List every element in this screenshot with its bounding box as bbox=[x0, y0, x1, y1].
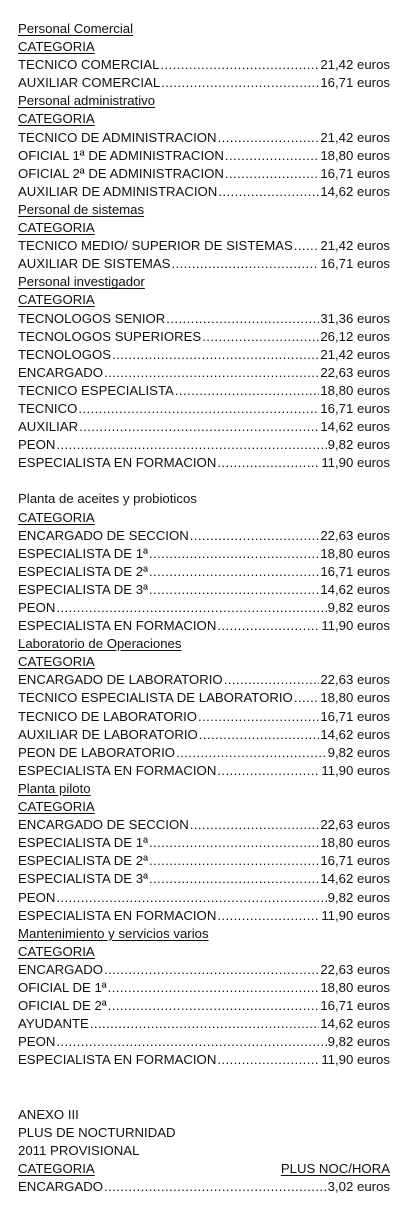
salary-row bbox=[18, 708, 390, 726]
section bbox=[18, 925, 390, 1070]
dot-leader bbox=[224, 671, 320, 689]
section-title: Laboratorio de Operaciones bbox=[18, 636, 182, 652]
dot-leader bbox=[56, 1033, 326, 1051]
salary-row bbox=[18, 364, 390, 382]
section bbox=[18, 201, 390, 273]
annex-subtitle: 2011 PROVISIONAL bbox=[18, 1142, 140, 1158]
salary-row bbox=[18, 961, 390, 979]
category-name: ESPECIALISTA EN FORMACION bbox=[18, 907, 217, 923]
salary-row bbox=[18, 545, 390, 563]
salary-row bbox=[18, 726, 390, 744]
salary-row bbox=[18, 997, 390, 1015]
category-name: ESPECIALISTA EN FORMACION bbox=[18, 762, 217, 778]
category-name: ESPECIALISTA DE 1ª bbox=[18, 545, 148, 561]
category-header: CATEGORIA bbox=[18, 111, 95, 127]
category-name: TECNICO ESPECIALISTA bbox=[18, 382, 174, 398]
salary-row bbox=[18, 599, 390, 617]
salary-value: 16,71 euros bbox=[320, 256, 390, 272]
salary-value: 22,63 euros bbox=[320, 527, 390, 543]
section-title: Mantenimiento y servicios varios bbox=[18, 925, 209, 941]
salary-value: 11,90 euros bbox=[321, 1052, 390, 1068]
annex-heading: ANEXO III bbox=[18, 1106, 79, 1122]
salary-row bbox=[18, 1178, 390, 1196]
salary-row bbox=[18, 1033, 390, 1051]
dot-leader bbox=[56, 436, 326, 454]
salary-value: 21,42 euros bbox=[320, 129, 390, 145]
salary-value: 18,80 euros bbox=[320, 382, 390, 398]
dot-leader bbox=[149, 834, 319, 852]
category-header: CATEGORIA bbox=[18, 943, 95, 959]
category-name: PEON bbox=[18, 1034, 56, 1050]
salary-value: 9,82 euros bbox=[327, 600, 390, 615]
salary-row bbox=[18, 689, 390, 707]
section bbox=[18, 635, 390, 780]
dot-leader bbox=[190, 527, 320, 545]
dot-leader bbox=[90, 1015, 320, 1033]
dot-leader bbox=[294, 689, 320, 707]
salary-row bbox=[18, 129, 390, 147]
annex-title: PLUS DE NOCTURNIDAD bbox=[18, 1124, 176, 1140]
salary-value: 22,63 euros bbox=[320, 817, 390, 833]
salary-value: 22,63 euros bbox=[320, 672, 390, 688]
salary-row bbox=[18, 617, 390, 635]
dot-leader bbox=[108, 997, 320, 1015]
dot-leader bbox=[149, 563, 319, 581]
category-name: AUXILIAR COMERCIAL bbox=[18, 75, 161, 91]
salary-row bbox=[18, 418, 390, 436]
category-name: AUXILIAR bbox=[18, 419, 79, 435]
dot-leader bbox=[218, 129, 320, 147]
category-name: ENCARGADO DE SECCION bbox=[18, 527, 189, 543]
section bbox=[18, 273, 390, 472]
salary-row bbox=[18, 834, 390, 852]
salary-value: 18,80 euros bbox=[320, 147, 390, 163]
dot-leader bbox=[198, 708, 319, 726]
salary-row bbox=[18, 1015, 390, 1033]
salary-row bbox=[18, 870, 390, 888]
category-name: OFICIAL 2ª DE ADMINISTRACION bbox=[18, 165, 224, 181]
salary-value: 3,02 euros bbox=[327, 1179, 390, 1194]
salary-row bbox=[18, 400, 390, 418]
salary-row bbox=[18, 889, 390, 907]
salary-row bbox=[18, 907, 390, 925]
plus-header: PLUS NOC/HORA bbox=[280, 1160, 390, 1176]
dot-leader bbox=[149, 852, 319, 870]
section-title: Personal investigador bbox=[18, 274, 145, 290]
category-header: CATEGORIA bbox=[18, 220, 95, 236]
salary-value: 26,12 euros bbox=[320, 328, 390, 344]
category-name: ESPECIALISTA DE 2ª bbox=[18, 853, 148, 869]
salary-row bbox=[18, 762, 390, 780]
section bbox=[18, 472, 390, 635]
category-name: PEON bbox=[18, 437, 56, 453]
dot-leader bbox=[217, 617, 320, 635]
dot-leader bbox=[108, 979, 320, 997]
dot-leader bbox=[176, 744, 327, 762]
category-name: TECNOLOGOS bbox=[18, 346, 112, 362]
dot-leader bbox=[175, 382, 320, 400]
category-name: TECNOLOGOS SENIOR bbox=[18, 310, 166, 326]
salary-value: 16,71 euros bbox=[320, 165, 390, 181]
section-title: Personal administrativo bbox=[18, 93, 156, 109]
salary-value: 14,62 euros bbox=[320, 1016, 390, 1032]
dot-leader bbox=[171, 255, 319, 273]
category-name: ESPECIALISTA EN FORMACION bbox=[18, 1052, 217, 1068]
category-header: CATEGORIA bbox=[18, 654, 95, 670]
salary-row bbox=[18, 563, 390, 581]
category-name: TECNICO DE LABORATORIO bbox=[18, 708, 198, 724]
salary-row bbox=[18, 310, 390, 328]
section bbox=[18, 780, 390, 925]
category-name: ESPECIALISTA EN FORMACION bbox=[18, 618, 217, 634]
salary-row bbox=[18, 1051, 390, 1069]
category-name: ESPECIALISTA DE 3ª bbox=[18, 581, 148, 597]
salary-value: 9,82 euros bbox=[327, 1034, 390, 1050]
section-title: Personal de sistemas bbox=[18, 201, 145, 217]
spacer bbox=[18, 472, 390, 490]
dot-leader bbox=[190, 816, 320, 834]
category-name: ESPECIALISTA DE 2ª bbox=[18, 563, 148, 579]
salary-row bbox=[18, 454, 390, 472]
category-name: AUXILIAR DE SISTEMAS bbox=[18, 256, 171, 272]
category-name: TECNICO MEDIO/ SUPERIOR DE SISTEMAS bbox=[18, 238, 293, 254]
salary-row bbox=[18, 527, 390, 545]
category-name: AYUDANTE bbox=[18, 1016, 89, 1032]
dot-leader bbox=[225, 165, 319, 183]
dot-leader bbox=[199, 726, 320, 744]
category-name: ENCARGADO bbox=[18, 364, 103, 380]
salary-row bbox=[18, 671, 390, 689]
salary-value: 22,63 euros bbox=[320, 364, 390, 380]
dot-leader bbox=[149, 581, 319, 599]
salary-value: 21,42 euros bbox=[320, 238, 390, 254]
category-name: ESPECIALISTA EN FORMACION bbox=[18, 455, 217, 471]
annex-section bbox=[18, 1069, 390, 1196]
salary-row bbox=[18, 237, 390, 255]
salary-value: 11,90 euros bbox=[321, 762, 390, 778]
category-name: ENCARGADO bbox=[18, 1179, 103, 1194]
category-name: ENCARGADO bbox=[18, 961, 103, 977]
salary-value: 11,90 euros bbox=[321, 907, 390, 923]
salary-value: 9,82 euros bbox=[327, 889, 390, 905]
dot-leader bbox=[56, 599, 326, 617]
annex-column-headers bbox=[18, 1160, 390, 1178]
salary-row bbox=[18, 744, 390, 762]
salary-value: 21,42 euros bbox=[320, 57, 390, 73]
category-name: OFICIAL 1ª DE ADMINISTRACION bbox=[18, 147, 224, 163]
category-name: OFICIAL DE 1ª bbox=[18, 979, 107, 995]
dot-leader bbox=[166, 310, 319, 328]
salary-value: 16,71 euros bbox=[320, 400, 390, 416]
dot-leader bbox=[161, 74, 319, 92]
salary-row bbox=[18, 165, 390, 183]
dot-leader bbox=[294, 237, 320, 255]
salary-value: 14,62 euros bbox=[320, 419, 390, 435]
dot-leader bbox=[202, 328, 319, 346]
category-name: AUXILIAR DE ADMINISTRACION bbox=[18, 183, 218, 199]
dot-leader bbox=[112, 346, 319, 364]
dot-leader bbox=[225, 147, 319, 165]
category-name: ENCARGADO DE LABORATORIO bbox=[18, 672, 223, 688]
salary-value: 21,42 euros bbox=[320, 346, 390, 362]
category-name: ESPECIALISTA DE 3ª bbox=[18, 871, 148, 887]
salary-value: 14,62 euros bbox=[320, 726, 390, 742]
category-name: ENCARGADO DE SECCION bbox=[18, 817, 189, 833]
salary-value: 18,80 euros bbox=[320, 545, 390, 561]
salary-value: 18,80 euros bbox=[320, 979, 390, 995]
salary-value: 16,71 euros bbox=[320, 708, 390, 724]
salary-value: 16,71 euros bbox=[320, 853, 390, 869]
category-name: OFICIAL DE 2ª bbox=[18, 998, 107, 1014]
dot-leader bbox=[217, 1051, 320, 1069]
category-header: CATEGORIA bbox=[18, 799, 95, 815]
category-header: CATEGORIA bbox=[18, 509, 95, 525]
salary-value: 31,36 euros bbox=[320, 310, 390, 326]
salary-value: 14,62 euros bbox=[320, 581, 390, 597]
salary-row bbox=[18, 255, 390, 273]
section-title: Planta de aceites y probioticos bbox=[18, 491, 197, 507]
dot-leader bbox=[217, 454, 320, 472]
dot-leader bbox=[149, 545, 319, 563]
dot-leader bbox=[78, 400, 319, 418]
salary-value: 18,80 euros bbox=[320, 690, 390, 706]
salary-value: 14,62 euros bbox=[320, 871, 390, 887]
category-header: CATEGORIA bbox=[18, 39, 95, 55]
category-name: TECNICO DE ADMINISTRACION bbox=[18, 129, 217, 145]
salary-value: 14,62 euros bbox=[320, 183, 390, 199]
salary-row bbox=[18, 436, 390, 454]
section bbox=[18, 20, 390, 92]
salary-row bbox=[18, 56, 390, 74]
salary-value: 16,71 euros bbox=[320, 75, 390, 91]
dot-leader bbox=[79, 418, 319, 436]
salary-value: 16,71 euros bbox=[320, 563, 390, 579]
salary-value: 22,63 euros bbox=[320, 961, 390, 977]
salary-row bbox=[18, 979, 390, 997]
category-header: CATEGORIA bbox=[18, 292, 95, 308]
dot-leader bbox=[160, 56, 319, 74]
spacer bbox=[18, 1069, 390, 1105]
salary-value: 11,90 euros bbox=[321, 618, 390, 634]
category-name: TECNICO COMERCIAL bbox=[18, 57, 160, 73]
salary-row bbox=[18, 183, 390, 201]
category-name: PEON DE LABORATORIO bbox=[18, 744, 176, 760]
salary-value: 9,82 euros bbox=[327, 437, 390, 453]
dot-leader bbox=[104, 1178, 327, 1196]
dot-leader bbox=[217, 907, 320, 925]
dot-leader bbox=[56, 889, 326, 907]
salary-row bbox=[18, 147, 390, 165]
salary-row bbox=[18, 74, 390, 92]
dot-leader bbox=[218, 183, 319, 201]
dot-leader bbox=[149, 870, 319, 888]
category-name: PEON bbox=[18, 889, 56, 905]
dot-leader bbox=[104, 961, 319, 979]
salary-value: 18,80 euros bbox=[320, 835, 390, 851]
salary-row bbox=[18, 328, 390, 346]
dot-leader bbox=[104, 364, 319, 382]
salary-value: 11,90 euros bbox=[321, 455, 390, 471]
category-name: TECNOLOGOS SUPERIORES bbox=[18, 328, 202, 344]
category-name: PEON bbox=[18, 600, 56, 615]
salary-row bbox=[18, 581, 390, 599]
salary-row bbox=[18, 816, 390, 834]
section-title: Planta piloto bbox=[18, 780, 91, 796]
salary-value: 9,82 euros bbox=[327, 744, 390, 760]
salary-row bbox=[18, 852, 390, 870]
category-name: TECNICO bbox=[18, 400, 78, 416]
salary-value: 16,71 euros bbox=[320, 998, 390, 1014]
category-header: CATEGORIA bbox=[18, 1160, 95, 1176]
category-name: ESPECIALISTA DE 1ª bbox=[18, 835, 148, 851]
category-name: TECNICO ESPECIALISTA DE LABORATORIO bbox=[18, 690, 293, 706]
salary-row bbox=[18, 382, 390, 400]
section-title: Personal Comercial bbox=[18, 21, 134, 36]
dot-leader bbox=[217, 762, 320, 780]
category-name: AUXILIAR DE LABORATORIO bbox=[18, 726, 198, 742]
salary-row bbox=[18, 346, 390, 364]
section bbox=[18, 92, 390, 201]
